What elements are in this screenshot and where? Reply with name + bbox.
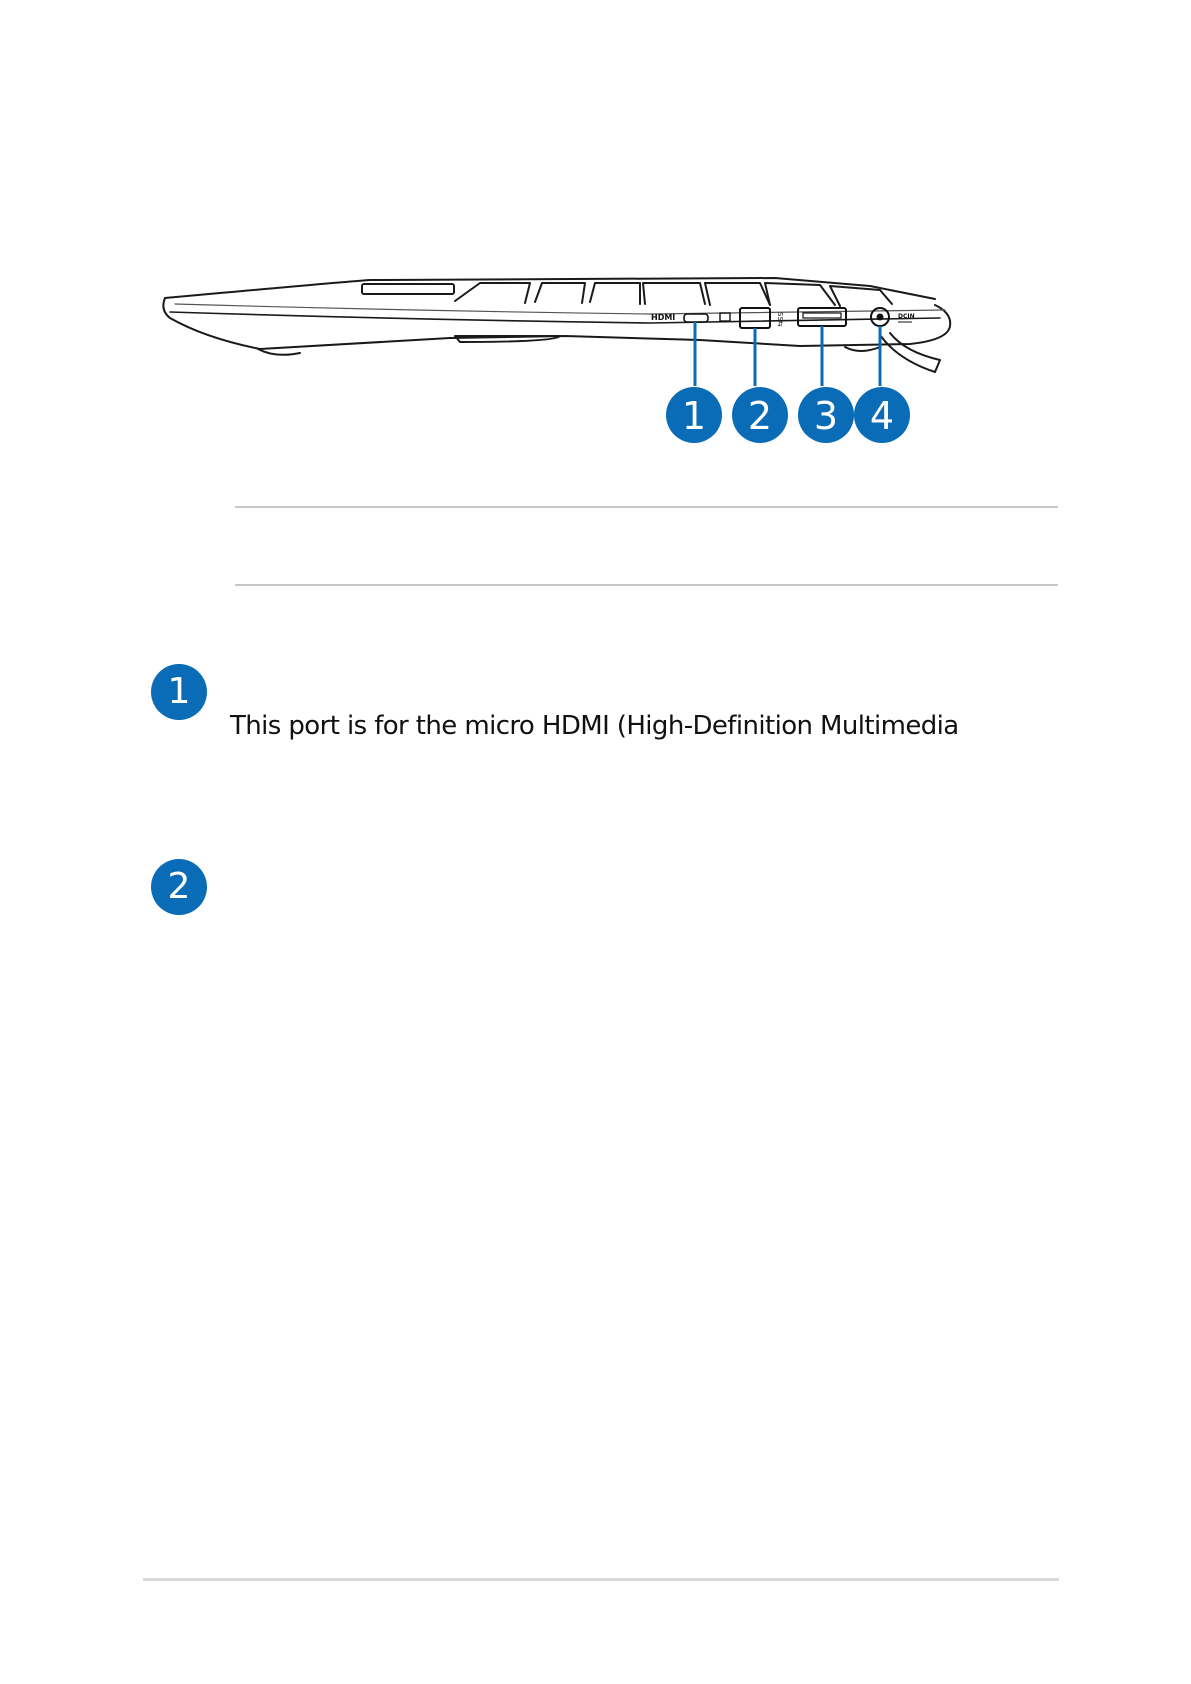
hdmi-port-label: HDMI bbox=[651, 313, 676, 322]
section-1-marker bbox=[151, 664, 207, 720]
footer-rule bbox=[143, 1578, 1059, 1581]
section-2-number: 2 bbox=[167, 866, 191, 907]
section-2-marker bbox=[151, 859, 207, 915]
mini-displayport-port bbox=[740, 308, 770, 328]
usb3-icon: SS⇆ bbox=[776, 312, 784, 327]
callout-4-number: 4 bbox=[869, 394, 895, 438]
callout-2-number: 2 bbox=[747, 394, 773, 438]
bottom-rule bbox=[235, 584, 1058, 586]
section-1-number: 1 bbox=[167, 671, 191, 712]
section-1-text: This port is for the micro HDMI (High-Definition Multimedia bbox=[230, 711, 959, 741]
laptop-side-view-diagram bbox=[0, 0, 1191, 460]
minidisplayport-icon bbox=[720, 313, 730, 321]
top-rule bbox=[235, 506, 1058, 508]
callout-1-number: 1 bbox=[681, 394, 707, 438]
dc-in-label: DCIN bbox=[898, 313, 915, 320]
callout-3-number: 3 bbox=[813, 394, 839, 438]
micro-hdmi-port bbox=[684, 314, 708, 322]
